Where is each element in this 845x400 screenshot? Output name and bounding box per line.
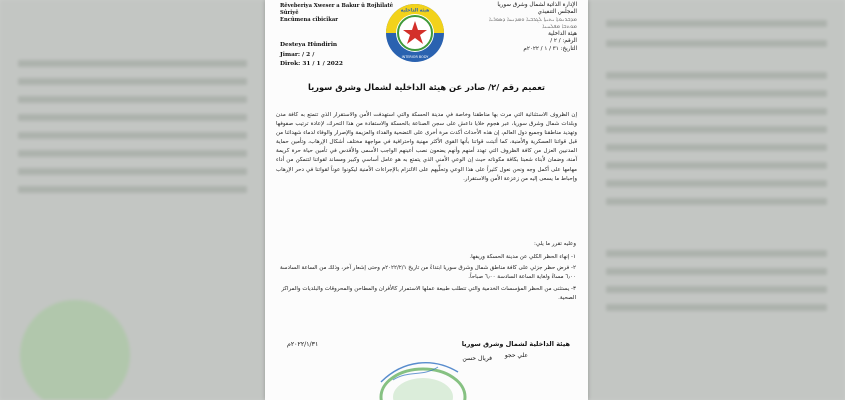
kurdish-date: Dîrok: 31 / 1 / 2022 [280,61,343,67]
logo-bottom-text: INTERIOR BODY [401,55,429,59]
kurdish-number: Jimar: / 2 / [280,51,315,58]
official-stamp [363,352,483,400]
document-page [265,0,588,400]
syriac-council-name: ܡܘܬܒܐ ܡܦܠܚܢܐ [542,23,577,30]
decision-item: ٣- يستثنى من الحظر المؤسسات الخدمية والتي تتطلب طبيعة عملها الاستمرار كالأفران والمطاحن والمحروقات والبلديات والمراكز الصحية. [281,285,576,301]
kurdish-council-name: Encûmena cîbicîkar [280,17,338,24]
syriac-admin-name: ܡܕܒܪܢܘܬܐ ܝܬܝܬܐ ܠܓܪܒܝܐ ܘܡܕܢܚܐ ܕܣܘܪܝܐ [489,16,577,23]
arabic-body-name: هيئة الداخلية [548,31,577,38]
blurred-background-right [588,0,845,400]
kurdish-subject: Desteya Hûndirîn [280,42,338,48]
arabic-number: الرقم: / ٢ / [550,38,577,45]
decision-item: ١- إنهاء الحظر الكلي عن مدينة الحسكة وريفها. [469,254,576,260]
document-body-paragraph: إن الظروف الاستثنائية التي مرت بها مناطقنا وخاصة في مدينة الحسكة والتي استهدفت الأمن والاستقرار الذي تتمتع به كافة مدن وبلدات شمال وشرق سوريا، عبر هجوم خلايا داعش على سجن الصناعة بالحسكة والاستفادة من هذا التحرك، لإعادة ترتيب صفوفها وتهديد مناطقنا وجميع دول العالم، إن هذه الأحداث أكدت مرة أخرى على التضحية والفداء والعزيمة والإصرار والوفاء لدماء شهدائنا من قبل قواتنا العسكرية والأمنية، كما أثبتت قواتنا بأنها القوى الأكثر مهنية واحترافية في مواجهة مختلف أشكال الإرهاب، وتأمين حماية المدنيين العزل من كافة الظروف التي تهدد أمنهم وأنهم يضعون نصب أعينهم الواجب الأسمى والأقدس في تأمين حياة حرة كريمة آمنة، وضمان لأبناء شعبنا بكافة مكوناته حيث إن الوعي الأمني الذي يتمتع به هو عامل أساسي وكبير ومساند لقواتنا لتتمكن من أداء مهامها على أكمل وجه ونحن نعول كثيراً على هذا الوعي وتحلِّيهم على الالتزام بالإجراءات الأمنية ليكونوا عوناً لقواتنا في دحر الإرهاب وإحباط ما يسعى إليه من زعزعة الأمن والاستقرار. [276,112,577,182]
document-title: تعميم رقم /٢/ صادر عن هيئة الداخلية لشمال وشرق سوريا [307,82,546,92]
decisions-list [276,253,576,305]
arabic-council-name: المجلس التنفيذي [537,9,577,16]
stamp-core [393,378,453,400]
decisions-intro: وعليه تقرر ما يلي: [533,241,576,247]
blurred-background-left [0,0,265,400]
signature-date: ٢٠٢٢/١/٣١م [287,341,319,348]
signatory-name-ali: علي حجو [504,352,528,359]
kurdish-header [280,3,400,25]
logo-top-text: هيئة الداخلية [400,8,430,14]
kurdish-reference-block [280,41,360,70]
signature-organization: هيئة الداخلية لشمال وشرق سوريا [461,340,570,348]
kurdish-admin-name: Rêveberiya Xweser a Bakur û Rojhilatê Sûriyê [280,3,394,17]
signatory-name-feryal: فريال حسن [462,355,492,362]
arabic-admin-name: الإدارة الذاتية لشمال وشرق سوريا [497,2,577,8]
arabic-date: التاريخ: ٣١ / ١ / ٢٠٢٢م [523,45,577,52]
arabic-header [467,2,577,53]
decision-item: ٢- فرض حظر جزئي على كافة مناطق شمال وشرق سوريا ابتداءً من تاريخ ٢٠٢٢/٢/١م وحتى إشعار آخر، وذلك من الساعة السادسة ٦٫٠٠ مساءً ولغاية الساعة السادسة ٦٫٠٠ صباحاً. [279,265,576,281]
interior-body-logo [385,3,445,63]
